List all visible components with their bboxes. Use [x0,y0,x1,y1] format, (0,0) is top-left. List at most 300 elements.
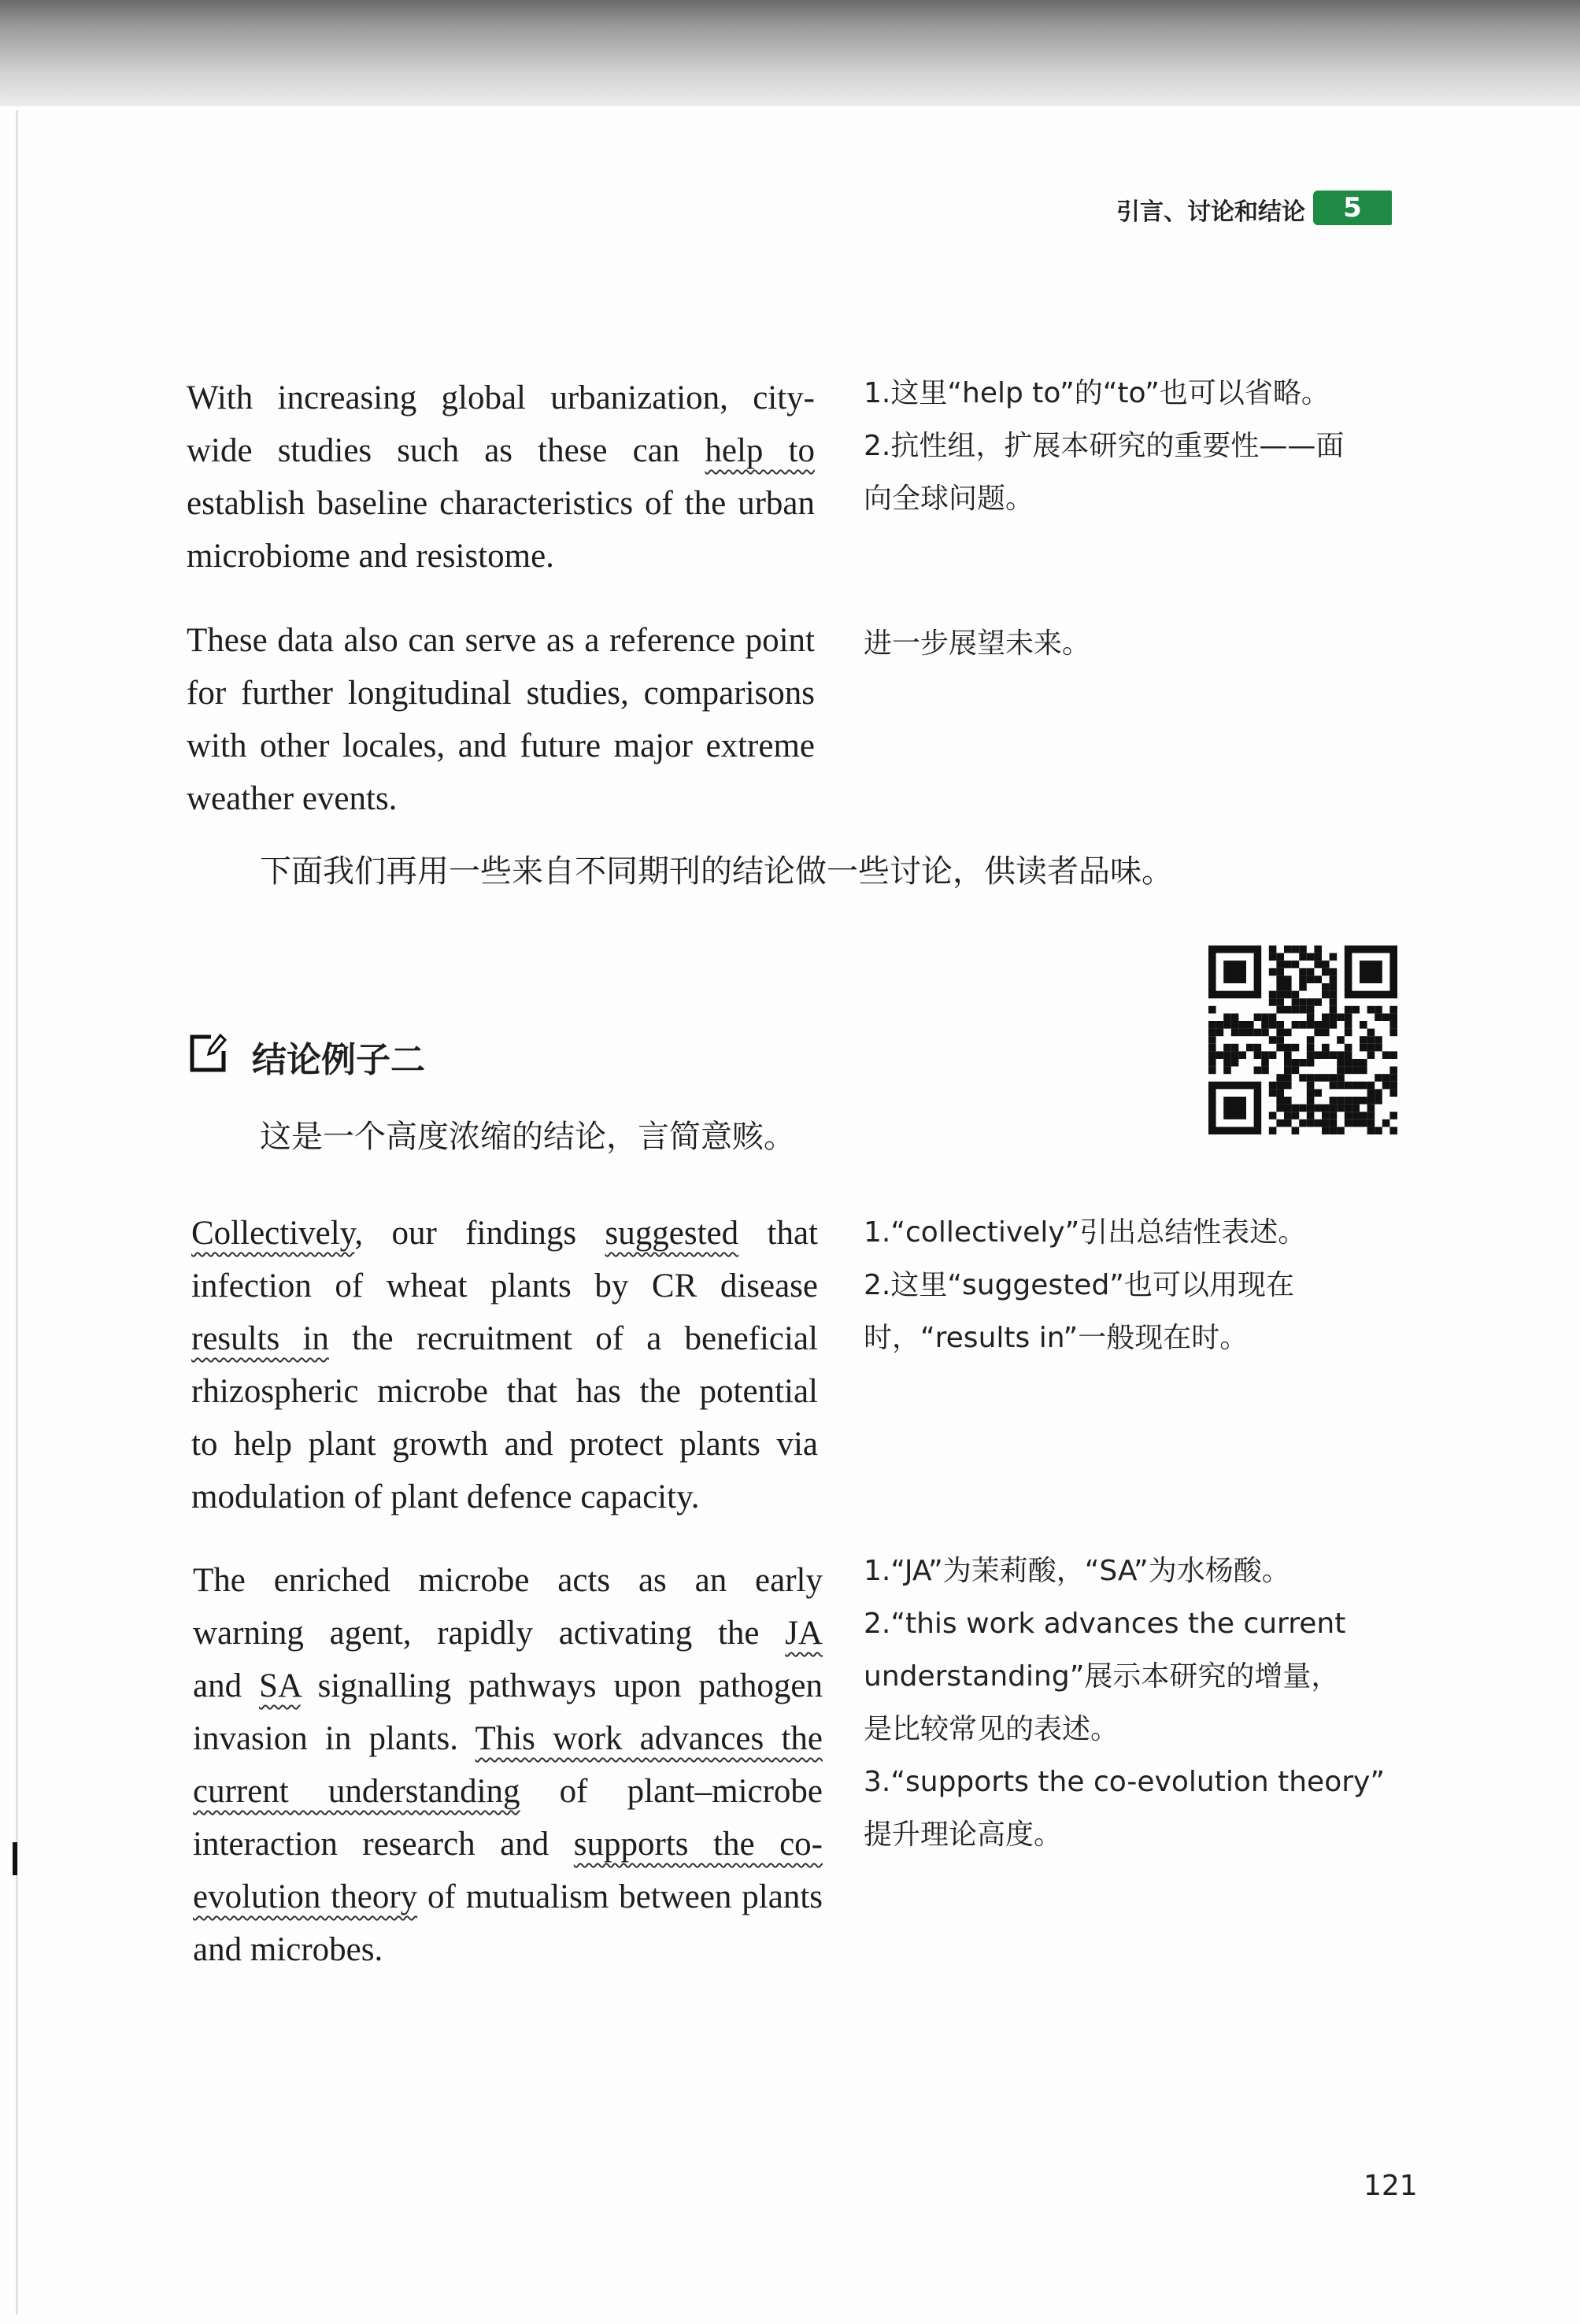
qr-module [1246,1044,1254,1052]
qr-module [1345,1013,1352,1021]
qr-module [1314,1105,1322,1112]
text-line [187,372,815,424]
text-segment: warning agent, rapidly activating the [193,1615,786,1652]
qr-module [1223,1044,1231,1052]
scan-shadow [0,0,1580,106]
qr-module [1360,1112,1367,1119]
qr-module [1276,1119,1284,1127]
qr-module [1389,1074,1397,1082]
qr-module [1330,1051,1338,1059]
qr-module [1314,998,1322,1006]
note-line: 2.“this work advances the current [864,1608,1346,1640]
qr-module [1269,1127,1277,1134]
qr-module [1360,1119,1367,1127]
qr-module [1330,1082,1338,1090]
qr-module [1284,1074,1292,1082]
text-line [187,772,815,825]
qr-module [1292,960,1300,968]
paragraph-reference-point [187,614,815,825]
qr-module [1223,1067,1231,1075]
qr-module [1299,983,1307,991]
qr-module [1382,1074,1390,1082]
qr-module [1284,1051,1292,1059]
qr-module [1382,1013,1390,1021]
qr-module [1261,1013,1269,1021]
qr-module [1276,1021,1284,1029]
qr-module [1292,1059,1300,1067]
text-segment: and microbes. [193,1931,383,1968]
text-segment: the recruitment of a beneficial [328,1320,818,1357]
qr-module [1269,1036,1277,1044]
qr-module [1292,946,1300,953]
qr-module [1269,968,1277,976]
note-1 [864,367,1399,525]
underlined-phrase: supports the co- [573,1826,823,1863]
qr-module [1337,1036,1345,1044]
qr-module [1208,1006,1216,1014]
underlined-phrase: suggested [605,1215,739,1252]
qr-module [1314,1021,1322,1029]
qr-module [1223,1059,1231,1067]
qr-module [1389,1013,1397,1021]
qr-module [1367,1044,1375,1052]
qr-module [1284,960,1292,968]
qr-module [1307,1119,1315,1127]
paragraph-collectively [191,1207,818,1523]
qr-module [1284,1105,1292,1112]
text-line [191,1365,818,1418]
qr-module [1276,1036,1284,1044]
qr-module [1284,1082,1292,1090]
qr-module [1284,1067,1292,1075]
qr-module [1284,975,1292,983]
qr-module [1345,1067,1352,1075]
qr-module [1276,953,1284,961]
qr-module [1330,968,1338,976]
qr-module [1307,1082,1315,1090]
underlined-phrase: Collectively [191,1215,355,1252]
qr-module [1314,1119,1322,1127]
qr-module [1389,1082,1397,1090]
qr-module [1276,998,1284,1006]
qr-module [1254,1044,1262,1052]
note-line: 1.这里“help to”的“to”也可以省略。 [864,377,1330,409]
qr-module [1330,991,1338,999]
qr-code[interactable] [1208,946,1397,1134]
qr-module [1208,1059,1216,1067]
underlined-phrase: current understanding [193,1773,520,1810]
note-line: 2.这里“suggested”也可以用现在 [864,1269,1294,1301]
text-line [191,1471,818,1523]
qr-module [1367,1036,1375,1044]
qr-module [1367,1051,1375,1059]
qr-module [1307,1021,1315,1029]
qr-module [1375,1089,1382,1097]
qr-module [1299,1021,1307,1029]
qr-module [1322,983,1330,991]
qr-module [1269,998,1277,1006]
qr-module [1389,1051,1397,1059]
text-line [187,614,815,667]
qr-module [1367,1119,1375,1127]
qr-module [1261,1021,1269,1029]
qr-module [1284,1112,1292,1119]
qr-module [1299,1074,1307,1082]
text-segment: that [738,1215,818,1252]
text-line [193,1712,823,1765]
text-line [193,1554,823,1607]
text-segment: The enriched microbe acts as an early [193,1562,823,1599]
qr-module [1375,1044,1382,1052]
qr-module [1269,1082,1277,1090]
qr-module [1299,953,1307,961]
qr-module [1375,1074,1382,1082]
qr-module [1276,1082,1284,1090]
qr-module [1292,1006,1300,1014]
note-line: 提升理论高度。 [864,1819,1063,1851]
section-heading [189,1031,425,1082]
qr-module [1307,1089,1315,1097]
qr-finder [1223,960,1246,983]
qr-module [1345,1105,1352,1112]
text-line [193,1765,823,1818]
qr-module [1223,1021,1231,1029]
qr-module [1292,1021,1300,1029]
qr-module [1238,1051,1246,1059]
qr-module [1367,1089,1375,1097]
qr-module [1367,1082,1375,1090]
qr-module [1322,1021,1330,1029]
qr-module [1284,946,1292,953]
qr-module [1352,1105,1360,1112]
qr-module [1269,1051,1277,1059]
qr-module [1352,1119,1360,1127]
qr-module [1284,991,1292,999]
qr-module [1292,1044,1300,1052]
qr-module [1389,1029,1397,1037]
qr-module [1367,1097,1375,1105]
qr-module [1352,1006,1360,1014]
qr-module [1254,1051,1262,1059]
chapter-badge: 5 [1313,191,1392,225]
underlined-phrase: help to [705,432,815,469]
qr-module [1284,1044,1292,1052]
qr-module [1292,1127,1300,1134]
qr-module [1299,975,1307,983]
qr-module [1322,1074,1330,1082]
qr-module [1299,998,1307,1006]
qr-module [1352,1082,1360,1090]
qr-module [1299,1059,1307,1067]
underlined-phrase: JA [785,1615,823,1652]
text-segment: and [193,1667,260,1704]
text-segment: infection of wheat plants by CR disease [191,1267,818,1304]
qr-module [1284,1029,1292,1037]
text-segment: with other locales, and future major extreme [187,727,815,764]
qr-module [1238,1021,1246,1029]
paragraph-urbanization [187,372,815,583]
qr-module [1382,1082,1390,1090]
qr-module [1231,1059,1239,1067]
qr-module [1389,1089,1397,1097]
qr-module [1307,998,1315,1006]
qr-module [1337,1074,1345,1082]
text-segment: for further longitudinal studies, comparisons [187,675,815,712]
qr-module [1307,1036,1315,1044]
qr-module [1269,953,1277,961]
text-segment: These data also can serve as a reference point [187,622,815,659]
qr-module [1261,1051,1269,1059]
text-line [193,1871,823,1923]
qr-module [1208,1036,1216,1044]
qr-module [1231,1029,1239,1037]
qr-module [1314,960,1322,968]
text-line [193,1607,823,1660]
text-segment: weather events. [187,780,398,817]
qr-module [1284,1119,1292,1127]
qr-module [1276,1029,1284,1037]
qr-module [1307,953,1315,961]
running-head: 引言、讨论和结论 [1116,198,1305,226]
text-segment: to help plant growth and protect plants via [191,1426,818,1463]
text-line [191,1207,818,1260]
section-subtitle: 这是一个高度浓缩的结论，言简意赅。 [260,1119,795,1155]
qr-module [1208,1044,1216,1052]
qr-module [1208,1021,1216,1029]
qr-module [1261,1029,1269,1037]
note-line: 1.“JA”为茉莉酸，“SA”为水杨酸。 [864,1555,1290,1587]
text-segment: modulation of plant defence capacity. [191,1478,700,1515]
qr-module [1330,1097,1338,1105]
underlined-phrase: evolution theory [193,1878,418,1915]
qr-module [1360,1044,1367,1052]
qr-module [1352,1059,1360,1067]
text-line [187,424,815,477]
text-segment: invasion in plants. [193,1720,475,1757]
qr-module [1345,1112,1352,1119]
qr-module [1322,1127,1330,1134]
qr-module [1269,991,1277,999]
qr-module [1246,1021,1254,1029]
qr-module [1345,1044,1352,1052]
qr-module [1322,1119,1330,1127]
note-3 [864,1206,1399,1364]
qr-module [1276,1044,1284,1052]
qr-module [1223,1051,1231,1059]
qr-module [1367,1029,1375,1037]
qr-module [1284,1097,1292,1105]
qr-module [1284,1006,1292,1014]
qr-module [1375,1036,1382,1044]
qr-module [1276,1097,1284,1105]
qr-module [1352,1067,1360,1075]
qr-module [1322,1105,1330,1112]
text-line [193,1923,823,1976]
qr-module [1231,1013,1239,1021]
qr-module [1322,960,1330,968]
transition-text: 下面我们再用一些来自不同期刊的结论做一些讨论，供读者品味。 [260,853,1173,890]
qr-module [1292,998,1300,1006]
qr-module [1284,1059,1292,1067]
qr-module [1330,1127,1338,1134]
qr-module [1337,1059,1345,1067]
qr-module [1223,1013,1231,1021]
qr-module [1337,1067,1345,1075]
qr-module [1208,1029,1216,1037]
qr-module [1360,1097,1367,1105]
note-line: 是比较常见的表述。 [864,1713,1119,1745]
qr-finder [1223,1097,1246,1119]
qr-module [1307,1112,1315,1119]
qr-module [1292,1067,1300,1075]
qr-module [1367,1112,1375,1119]
scan-mark [13,1842,17,1875]
qr-module [1269,1112,1277,1119]
qr-module [1208,1067,1216,1075]
qr-module [1375,1006,1382,1014]
qr-module [1389,1112,1397,1119]
qr-module [1345,1082,1352,1090]
qr-module [1276,983,1284,991]
qr-module [1314,1074,1322,1082]
note-2 [864,617,1399,670]
note-line: 3.“supports the co-evolution theory” [864,1766,1385,1798]
note-line: 进一步展望未来。 [864,627,1091,660]
qr-module [1307,1013,1315,1021]
qr-module [1382,1119,1390,1127]
qr-module [1261,1067,1269,1075]
qr-module [1284,983,1292,991]
edit-note-icon [189,1032,230,1082]
qr-module [1307,1044,1315,1052]
text-line [187,530,815,583]
qr-module [1345,1059,1352,1067]
qr-module [1322,1112,1330,1119]
qr-module [1314,1089,1322,1097]
note-4 [864,1545,1399,1861]
qr-module [1307,1074,1315,1082]
page-edge [16,110,18,2315]
qr-module [1382,1051,1390,1059]
qr-module [1314,946,1322,953]
qr-module [1345,1029,1352,1037]
text-segment: With increasing global urbanization, city- [187,379,815,416]
qr-module [1330,1021,1338,1029]
qr-module [1307,1051,1315,1059]
qr-module [1216,1029,1224,1037]
text-line [187,667,815,720]
qr-module [1231,1051,1239,1059]
qr-module [1246,1029,1254,1037]
text-segment: signalling pathways upon pathogen [300,1667,823,1704]
qr-module [1375,1097,1382,1105]
text-line [191,1260,818,1312]
qr-module [1337,1127,1345,1134]
qr-module [1276,1105,1284,1112]
qr-module [1269,1089,1277,1097]
text-segment: interaction research and [193,1826,574,1863]
qr-module [1276,1074,1284,1082]
qr-module [1360,1036,1367,1044]
qr-module [1307,1006,1315,1014]
underlined-phrase: results in [191,1320,329,1357]
qr-module [1330,1006,1338,1014]
qr-module [1307,1097,1315,1105]
qr-module [1269,1021,1277,1029]
qr-module [1254,1013,1262,1021]
qr-module [1389,1006,1397,1014]
qr-module [1360,1082,1367,1090]
qr-module [1330,1119,1338,1127]
note-line: understanding”展示本研究的增量， [864,1660,1340,1693]
qr-module [1322,968,1330,976]
underlined-phrase: This work advances the [475,1720,823,1757]
qr-module [1367,1127,1375,1134]
text-line [191,1312,818,1365]
qr-module [1389,1067,1397,1075]
qr-module [1261,1059,1269,1067]
qr-module [1216,1051,1224,1059]
text-segment: of mutualism between plants [417,1878,823,1915]
qr-module [1330,1013,1338,1021]
qr-module [1254,1029,1262,1037]
qr-module [1307,968,1315,976]
qr-module [1375,1013,1382,1021]
qr-module [1337,1097,1345,1105]
qr-module [1307,1105,1315,1112]
qr-module [1299,1119,1307,1127]
qr-module [1352,1112,1360,1119]
qr-module [1337,1105,1345,1112]
qr-module [1216,1021,1224,1029]
text-segment: microbiome and resistome. [187,538,554,575]
qr-module [1337,1013,1345,1021]
qr-module [1299,946,1307,953]
qr-module [1345,1097,1352,1105]
qr-module [1337,1082,1345,1090]
qr-module [1330,1105,1338,1112]
qr-module [1322,1051,1330,1059]
qr-module [1367,1006,1375,1014]
qr-module [1330,1074,1338,1082]
qr-module [1276,1089,1284,1097]
qr-module [1307,975,1315,983]
text-line [193,1818,823,1871]
underlined-phrase: SA [259,1667,301,1704]
qr-module [1352,1097,1360,1105]
note-line: 向全球问题。 [864,483,1034,515]
qr-module [1292,1105,1300,1112]
qr-module [1276,975,1284,983]
qr-module [1314,1029,1322,1037]
qr-module [1360,1021,1367,1029]
qr-module [1314,975,1322,983]
qr-module [1292,1112,1300,1119]
text-segment: of plant–microbe [520,1773,823,1810]
qr-module [1299,1105,1307,1112]
qr-module [1330,998,1338,1006]
qr-module [1208,1051,1216,1059]
qr-module [1292,991,1300,999]
qr-module [1345,1051,1352,1059]
qr-module [1322,1013,1330,1021]
qr-module [1276,991,1284,999]
qr-module [1299,1006,1307,1014]
qr-module [1330,983,1338,991]
qr-module [1276,968,1284,976]
qr-module [1375,1127,1382,1134]
qr-module [1238,1029,1246,1037]
